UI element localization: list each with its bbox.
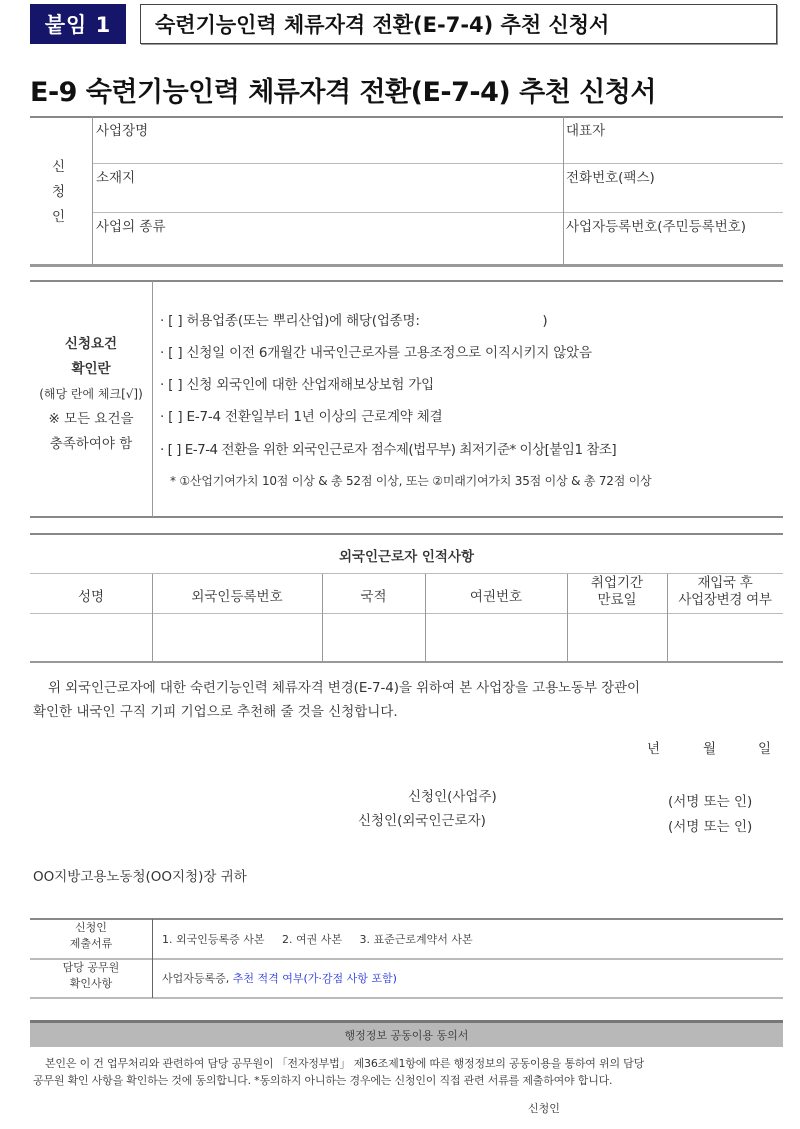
phone-field[interactable]: 전화번호(팩스) — [566, 170, 655, 186]
divider — [30, 533, 783, 535]
official-check-value — [162, 970, 397, 986]
submit-docs-label: 신청인 제출서류 — [69, 921, 113, 950]
box-title: 숙련기능인력 체류자격 전환(E-7-4) 추천 신청서 — [140, 4, 777, 44]
official-check-blue: 추천 적격 여부(가·감점 사항 포함) — [232, 972, 397, 985]
location-field[interactable]: 소재지 — [96, 170, 136, 186]
divider — [92, 117, 93, 265]
date-month[interactable]: 월 — [703, 741, 717, 757]
submit-docs-value: 1. 외국인등록증 사본 2. 여권 사본 3. 표준근로계약서 사본 — [162, 933, 473, 946]
registration-number-field[interactable]: 사업자등록번호(주민등록번호) — [566, 219, 747, 235]
requirement-checkbox-1[interactable]: · [ ] 허용업종(또는 뿌리산업)에 해당(업종명: ) — [160, 313, 548, 329]
page-title: E-9 숙련기능인력 체류자격 전환(E-7-4) 추천 신청서 — [30, 77, 656, 108]
signer-employer: 신청인(사업주) — [408, 789, 497, 805]
col-header-workplace-change: 재입국 후 사업장변경 여부 — [678, 575, 772, 608]
label-char: 신 — [52, 159, 66, 175]
req-label-4: ※ 모든 요건을 — [48, 411, 134, 427]
divider — [30, 573, 783, 574]
col-header-name: 성명 — [77, 589, 105, 605]
divider — [30, 997, 783, 999]
col-header-nationality: 국적 — [360, 589, 387, 605]
worker-data-row[interactable] — [30, 614, 783, 661]
req-label-3: (해당 란에 체크[√]) — [39, 387, 143, 401]
col-header-expiry: 취업기간 만료일 — [590, 575, 644, 608]
date-day[interactable]: 일 — [758, 741, 772, 757]
divider — [30, 516, 783, 518]
req-label-1: 신청요건 — [64, 336, 118, 352]
business-name-field[interactable]: 사업장명 — [96, 123, 149, 139]
consent-signer: 신청인 — [528, 1102, 560, 1115]
statement-line-2: 확인한 내국인 구직 기피 기업으로 추천해 줄 것을 신청합니다. — [33, 704, 398, 720]
signer-worker: 신청인(외국인근로자) — [358, 813, 486, 829]
business-type-field[interactable]: 사업의 종류 — [96, 219, 166, 235]
applicant-section-label — [52, 155, 65, 230]
date-year[interactable]: 년 — [647, 741, 661, 757]
col-header-passport: 여권번호 — [469, 589, 523, 605]
divider — [152, 919, 153, 998]
requirements-label — [30, 332, 152, 457]
divider — [30, 280, 783, 282]
col-header-registration: 외국인등록번호 — [191, 589, 283, 605]
label-char: 인 — [52, 209, 66, 225]
divider — [30, 661, 783, 663]
requirement-checkbox-3[interactable]: · [ ] 신청 외국인에 대한 산업재해보상보험 가입 — [160, 377, 435, 393]
divider — [92, 163, 783, 164]
addressee: OO지방고용노동청(OO지청)장 귀하 — [33, 869, 247, 885]
statement-line-1: 위 외국인근로자에 대한 숙련기능인력 체류자격 변경(E-7-4)을 위하여 본 사업장을 고용노동부 장관이 — [48, 680, 640, 696]
requirement-checkbox-5[interactable]: · [ ] E-7-4 전환을 위한 외국인근로자 점수제(법무부) 최저기준* 이상[붙임1 참조] — [160, 442, 617, 458]
requirement-note: * ①산업기여가치 10점 이상 & 총 52점 이상, 또는 ②미래기여가치 35점 이상 & 총 72점 이상 — [170, 474, 652, 488]
req-label-5: 충족하여야 함 — [49, 436, 133, 452]
divider — [30, 264, 783, 267]
requirement-checkbox-2[interactable]: · [ ] 신청일 이전 6개월간 내국인근로자를 고용조정으로 이직시키지 않았음 — [160, 345, 592, 361]
signature-field-employer[interactable]: (서명 또는 인) — [668, 794, 753, 810]
consent-line-1: 본인은 이 건 업무처리와 관련하여 담당 공무원이 「전자정부법」 제36조제1항에 따른 행정정보의 공동이용을 통하여 위의 담당 — [45, 1057, 645, 1070]
divider — [152, 281, 153, 517]
representative-field[interactable]: 대표자 — [566, 123, 606, 139]
attachment-badge: 붙임 1 — [30, 4, 126, 44]
divider — [30, 116, 783, 118]
consent-title: 행정정보 공동이용 동의서 — [30, 1020, 783, 1047]
signature-field-worker[interactable]: (서명 또는 인) — [668, 819, 753, 835]
divider — [563, 117, 564, 265]
consent-line-2: 공무원 확인 사항을 확인하는 것에 동의합니다. *동의하지 아니하는 경우에는 신청인이 직접 관련 서류를 제출하여야 합니다. — [33, 1074, 613, 1087]
official-check-label: 담당 공무원 확인사항 — [62, 961, 120, 990]
official-check-plain: 사업자등록증, — [162, 972, 233, 985]
requirement-checkbox-4[interactable]: · [ ] E-7-4 전환일부터 1년 이상의 근로계약 체결 — [160, 409, 443, 425]
req-label-2: 확인란 — [71, 361, 111, 377]
label-char: 청 — [52, 184, 66, 200]
worker-section-title: 외국인근로자 인적사항 — [338, 549, 475, 565]
divider — [92, 212, 783, 213]
